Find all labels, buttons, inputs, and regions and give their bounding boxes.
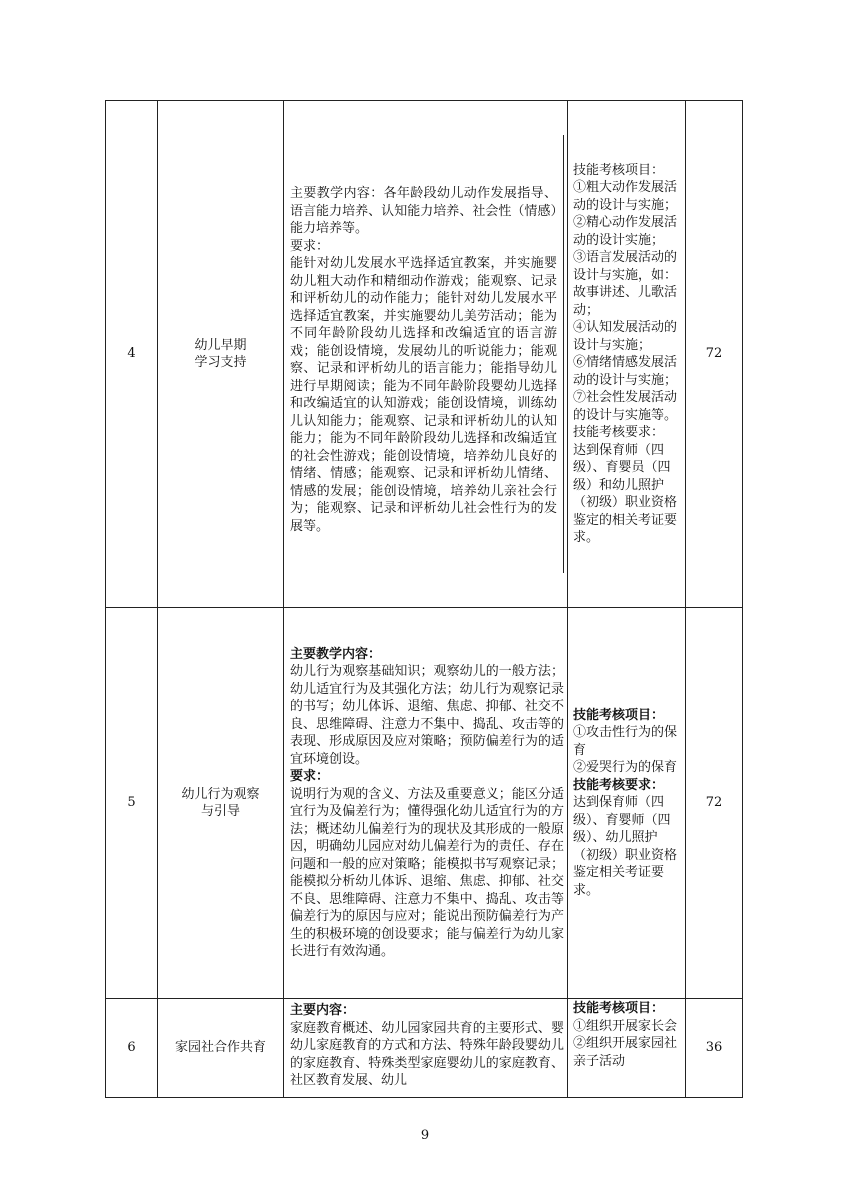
row-number: 5 [106, 608, 158, 999]
skills-item: ②组织开展家园社亲子活动 [573, 1036, 678, 1069]
content-title: 主要教学内容：各年龄段幼儿动作发展指导、语言能力培养、认知能力培养、社会性（情感）能力培养等。 [290, 186, 557, 236]
assessment-title: 技能考核要求： [573, 425, 665, 440]
skills-title: 技能考核项目： [573, 162, 665, 178]
skills-item: ①粗大动作发展活动的设计与实施； [573, 180, 678, 213]
hours: 72 [686, 101, 743, 608]
content-title: 主要教学内容： [290, 646, 382, 662]
course-name-line: 与引导 [200, 804, 240, 819]
skills-title: 技能考核项目： [573, 707, 665, 723]
course-name [158, 999, 284, 1098]
course-name [158, 608, 284, 999]
assessment-title: 技能考核要求： [573, 777, 665, 793]
skills-item: ④认知发展活动的设计与实施； [573, 320, 678, 353]
content-text: 幼儿行为观察基础知识；观察幼儿的一般方法；幼儿适宜行为及其强化方法；幼儿行为观察记录的书写；幼儿体诉、退缩、焦虑、抑郁、社交不良、思维障碍、注意力不集中、捣乱、攻击等的表现、形成原因及应对策略；预防偏差行为的适宜环境创设。 [290, 664, 564, 767]
table-row [106, 999, 743, 1098]
course-name-line: 学习支持 [194, 355, 247, 370]
skills-item: ③语言发展活动的设计与实施，如：故事讲述、儿歌活动； [573, 250, 678, 318]
hours: 36 [686, 999, 743, 1098]
content-cell [284, 608, 568, 999]
skills-item: ⑥情绪情感发展活动的设计与实施； [573, 355, 678, 388]
skills-title: 技能考核项目： [573, 1001, 665, 1016]
content-cell [284, 999, 568, 1098]
content-title: 主要内容： [290, 1003, 356, 1018]
skills-item: ①组织开展家长会 [573, 1018, 678, 1034]
page-number: 9 [420, 1128, 430, 1143]
skills-item: ⑦社会性发展活动的设计与实施等。 [573, 390, 678, 423]
skills-item: ②爱哭行为的保育 [573, 760, 678, 776]
row-number: 4 [106, 101, 158, 608]
assessment-text: 达到保育师（四级）、育婴师（四级）、幼儿照护（初级）职业资格鉴定相关考证要求。 [573, 795, 678, 898]
course-name [158, 101, 284, 608]
requirements-title: 要求： [290, 769, 330, 784]
course-name-line: 幼儿行为观察 [181, 786, 260, 802]
course-name-line: 幼儿早期 [194, 337, 247, 353]
requirements-text: 能针对幼儿发展水平选择适宜教案，并实施婴幼儿粗大动作和精细动作游戏；能观察、记录和评析幼儿的动作能力；能针对幼儿发展水平选择适宜教案，并实施婴幼儿美劳活动；能为不同年龄阶段幼儿选择和改编适宜的语言游戏；能创设情境，发展幼儿的听说能力；能观察、记录和评析幼儿的语言能力；能指导幼儿进行早期阅读；能为不同年龄阶段婴幼儿选择和改编适宜的认知游戏；能创设情境，训练幼儿认知能力；能观察、记录和评析幼儿的认知能力；能为不同年龄阶段幼儿选择和改编适宜的社会性游戏；能创设情境，培养幼儿良好的情绪、情感；能观察、记录和评析幼儿情绪、情感的发展；能创设情境，培养幼儿亲社会行为；能观察、记录和评析幼儿社会性行为的发展等。 [290, 256, 557, 534]
skills-cell [568, 999, 686, 1098]
assessment-text: 达到保育师（四级）、育婴员（四级）和幼儿照护（初级）职业资格鉴定的相关考证要求。 [573, 442, 678, 545]
course-name-line: 家园社合作共育 [174, 1040, 266, 1056]
content-cell [284, 101, 568, 608]
skills-item: ②精心动作发展活动的设计实施； [573, 215, 678, 248]
requirements-text: 说明行为观的含义、方法及重要意义；能区分适宜行为及偏差行为；懂得强化幼儿适宜行为的方法；概述幼儿偏差行为的现状及其形成的一般原因，明确幼儿园应对幼儿偏差行为的责任、存在问题和一般的应对策略；能模拟书写观察记录；能模拟分析幼儿体诉、退缩、焦虑、抑郁、社交不良、思维障碍、注意力不集中、捣乱、攻击等偏差行为的原因与应对；能说出预防偏差行为产生的积极环境的创设要求；能与偏差行为幼儿家长进行有效沟通。 [290, 786, 564, 959]
skills-cell [568, 101, 686, 608]
skills-item: ①攻击性行为的保育 [573, 725, 678, 758]
course-table [105, 100, 743, 1098]
content-text: 家庭教育概述、幼儿园家园共育的主要形式、婴幼儿家庭教育的方式和方法、特殊年龄段婴幼儿的家庭教育、特殊类型家庭婴幼儿的家庭教育、社区教育发展、幼儿 [290, 1020, 564, 1088]
table-row [106, 101, 743, 608]
row-number: 6 [106, 999, 158, 1098]
skills-cell [568, 608, 686, 999]
table-row [106, 608, 743, 999]
requirements-title: 要求： [290, 238, 330, 254]
hours: 72 [686, 608, 743, 999]
